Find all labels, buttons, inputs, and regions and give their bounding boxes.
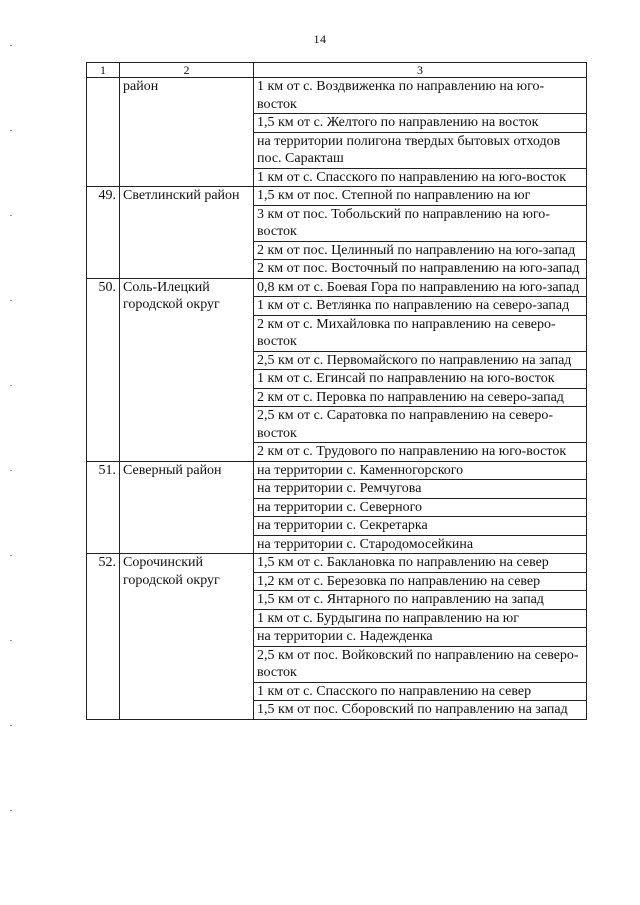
row-number-cell: 49. [87, 187, 120, 279]
scan-mark [10, 215, 12, 216]
location-cell: 2,5 км от с. Саратовка по направлению на северо-восток [254, 407, 587, 443]
location-cell: 2 км от с. Перовка по направлению на северо-запад [254, 388, 587, 407]
row-number-cell: 50. [87, 278, 120, 461]
district-cell: район [120, 78, 254, 187]
scan-mark [10, 810, 12, 811]
location-cell: на территории с. Ремчугова [254, 480, 587, 499]
scan-mark [10, 300, 12, 301]
scan-mark [10, 725, 12, 726]
location-cell: 1,5 км от пос. Степной по направлению на юг [254, 187, 587, 206]
district-cell: Сорочинский городской округ [120, 554, 254, 720]
scan-mark [10, 130, 12, 131]
location-cell: 2,5 км от с. Первомайского по направлению на запад [254, 351, 587, 370]
row-number-cell [87, 78, 120, 187]
location-cell: 1 км от с. Спасского по направлению на север [254, 682, 587, 701]
district-cell: Соль-Илецкий городской округ [120, 278, 254, 461]
location-cell: 1,5 км от пос. Сборовский по направлению на запад [254, 701, 587, 720]
column-number-2: 2 [120, 63, 254, 78]
location-cell: 1,5 км от с. Янтарного по направлению на запад [254, 591, 587, 610]
scan-mark [10, 470, 12, 471]
district-cell: Северный район [120, 461, 254, 554]
location-cell: 1,5 км от с. Желтого по направлению на восток [254, 114, 587, 133]
column-number-row [87, 63, 587, 78]
location-cell: 2 км от с. Трудового по направлению на юго-восток [254, 443, 587, 462]
location-cell: 2 км от с. Михайловка по направлению на северо-восток [254, 315, 587, 351]
table-row [87, 187, 587, 206]
row-number-cell: 52. [87, 554, 120, 720]
table-row [87, 78, 587, 114]
location-cell: 2,5 км от пос. Войковский по направлению на северо-восток [254, 646, 587, 682]
location-cell: на территории с. Северного [254, 498, 587, 517]
table-row [87, 554, 587, 573]
table-row [87, 278, 587, 297]
table-row [87, 461, 587, 480]
location-cell: на территории с. Надежденка [254, 628, 587, 647]
column-number-1: 1 [87, 63, 120, 78]
column-number-3: 3 [254, 63, 587, 78]
page-number: 14 [313, 32, 327, 46]
location-cell: 0,8 км от с. Боевая Гора по направлению на юго-запад [254, 278, 587, 297]
location-cell: 2 км от пос. Целинный по направлению на юго-запад [254, 241, 587, 260]
location-cell: 1 км от с. Егинсай по направлению на юго-восток [254, 370, 587, 389]
row-number-cell: 51. [87, 461, 120, 554]
location-cell: на территории с. Секретарка [254, 517, 587, 536]
scan-mark [10, 640, 12, 641]
location-cell: на территории полигона твердых бытовых отходов пос. Саракташ [254, 132, 587, 168]
location-cell: на территории с. Каменногорского [254, 461, 587, 480]
location-cell: 1,5 км от с. Баклановка по направлению на север [254, 554, 587, 573]
locations-table-body [87, 63, 587, 720]
scan-mark [10, 555, 12, 556]
scan-mark [10, 385, 12, 386]
scan-edge-marks [10, 0, 14, 905]
location-cell: 1 км от с. Воздвиженка по направлению на юго-восток [254, 78, 587, 114]
location-cell: 1 км от с. Ветлянка по направлению на северо-запад [254, 297, 587, 316]
location-cell: 1 км от с. Спасского по направлению на юго-восток [254, 168, 587, 187]
scan-mark [10, 45, 12, 46]
locations-table [86, 62, 587, 720]
location-cell: на территории с. Стародомосейкина [254, 535, 587, 554]
location-cell: 2 км от пос. Восточный по направлению на юго-запад [254, 260, 587, 279]
location-cell: 1,2 км от с. Березовка по направлению на север [254, 572, 587, 591]
location-cell: 1 км от с. Бурдыгина по направлению на юг [254, 609, 587, 628]
location-cell: 3 км от пос. Тобольский по направлению на юго-восток [254, 205, 587, 241]
district-cell: Светлинский район [120, 187, 254, 279]
